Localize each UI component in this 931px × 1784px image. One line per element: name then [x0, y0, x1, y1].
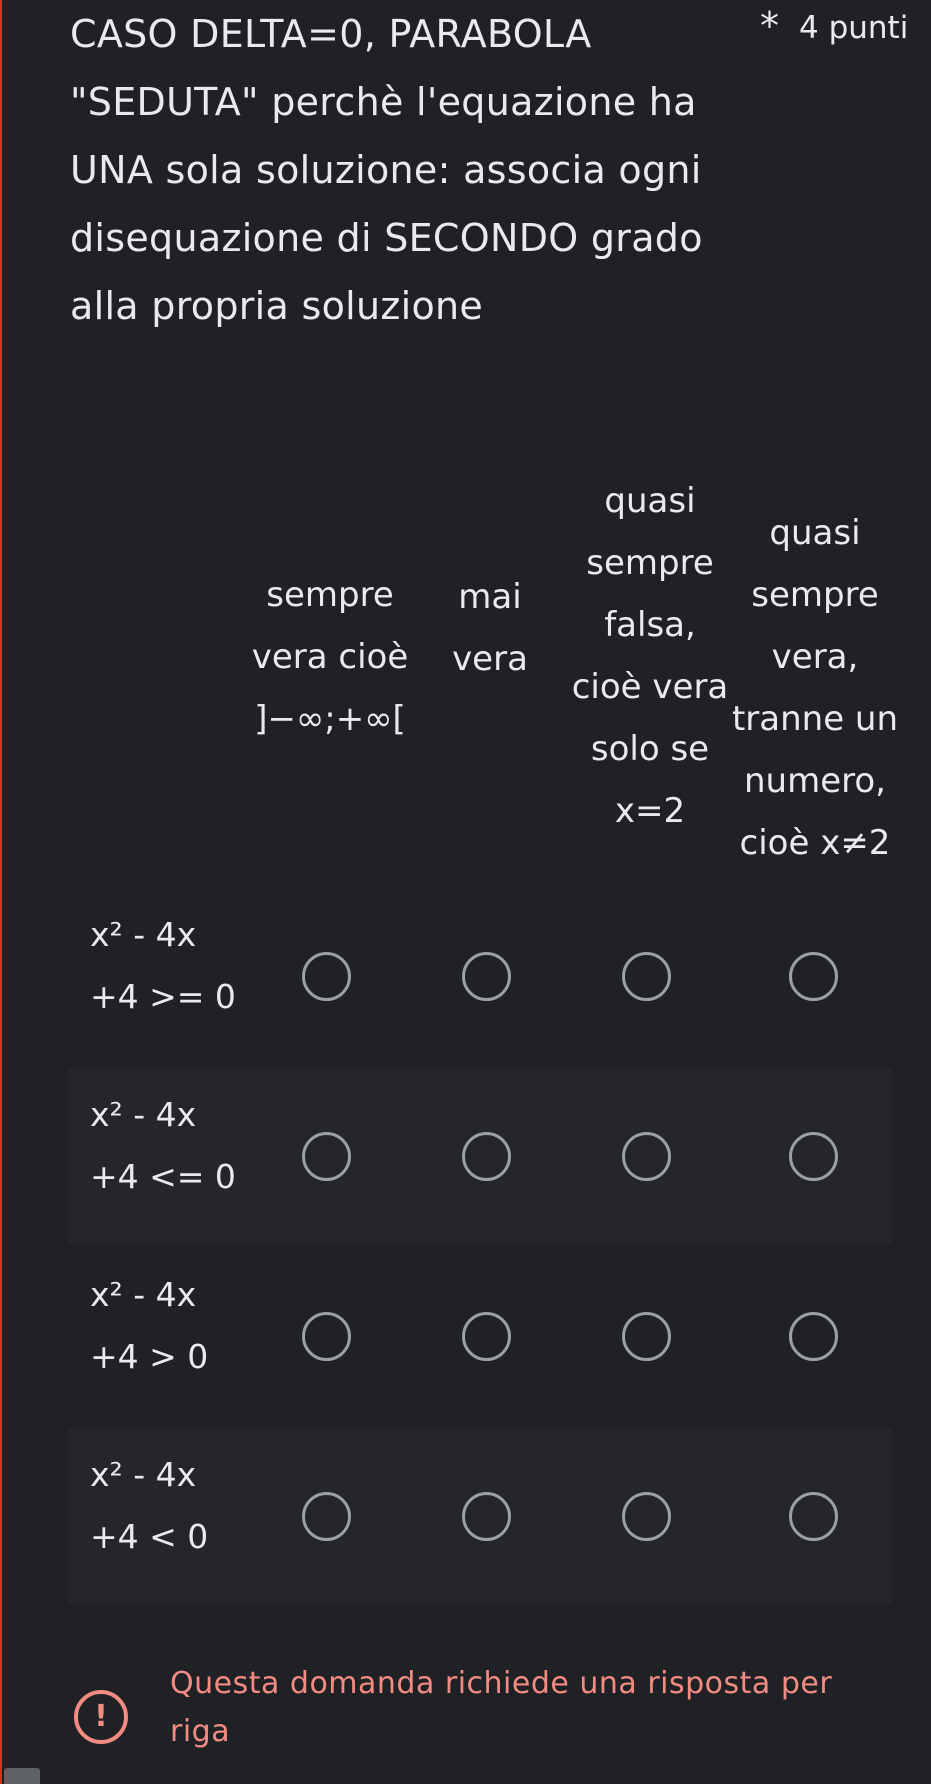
scrollbar-handle[interactable]	[4, 1768, 40, 1784]
radio-row4-mai-vera[interactable]	[462, 1492, 511, 1541]
grid-row-3	[68, 1248, 892, 1424]
grid-row-1	[68, 888, 892, 1064]
column-header-quasi-sempre-vera: quasi sempre vera, tranne un numero, cioè x≠2	[731, 513, 899, 863]
grid-row-2	[68, 1068, 892, 1244]
grid-row-4	[68, 1428, 892, 1604]
required-marker: *	[760, 4, 779, 48]
radio-row2-quasi-sempre-vera[interactable]	[789, 1132, 838, 1181]
radio-row4-sempre-vera[interactable]	[302, 1492, 351, 1541]
radio-row1-quasi-sempre-falsa[interactable]	[622, 952, 671, 1001]
radio-row4-quasi-sempre-vera[interactable]	[789, 1492, 838, 1541]
column-header-sempre-vera: sempre vera cioè ]−∞;+∞[	[251, 575, 409, 739]
column-header-mai-vera: mai vera	[452, 577, 528, 679]
radio-row3-quasi-sempre-vera[interactable]	[789, 1312, 838, 1361]
required-accent-bar	[0, 0, 2, 1784]
radio-row2-quasi-sempre-falsa[interactable]	[622, 1132, 671, 1181]
radio-row3-quasi-sempre-falsa[interactable]	[622, 1312, 671, 1361]
radio-row1-sempre-vera[interactable]	[302, 952, 351, 1001]
row-label: x² - 4x +4 <= 0	[90, 1095, 236, 1196]
row-label: x² - 4x +4 >= 0	[90, 915, 236, 1016]
radio-row1-quasi-sempre-vera[interactable]	[789, 952, 838, 1001]
radio-row3-sempre-vera[interactable]	[302, 1312, 351, 1361]
validation-error	[72, 1660, 872, 1760]
row-label: x² - 4x +4 < 0	[90, 1455, 209, 1556]
row-label: x² - 4x +4 > 0	[90, 1275, 209, 1376]
radio-row2-mai-vera[interactable]	[462, 1132, 511, 1181]
points-label: 4 punti	[799, 10, 909, 46]
exclamation-circle-icon: !	[74, 1690, 128, 1744]
column-header-quasi-sempre-falsa: quasi sempre falsa, cioè vera solo se x=2	[571, 481, 729, 831]
radio-row3-mai-vera[interactable]	[462, 1312, 511, 1361]
error-message: Questa domanda richiede una risposta per riga	[170, 1666, 833, 1749]
radio-row2-sempre-vera[interactable]	[302, 1132, 351, 1181]
radio-row1-mai-vera[interactable]	[462, 952, 511, 1001]
question-title: CASO DELTA=0, PARABOLA "SEDUTA" perchè l'equazione ha UNA sola soluzione: associa ogni disequazione di SECONDO grado alla propria soluzione	[70, 12, 703, 328]
radio-row4-quasi-sempre-falsa[interactable]	[622, 1492, 671, 1541]
